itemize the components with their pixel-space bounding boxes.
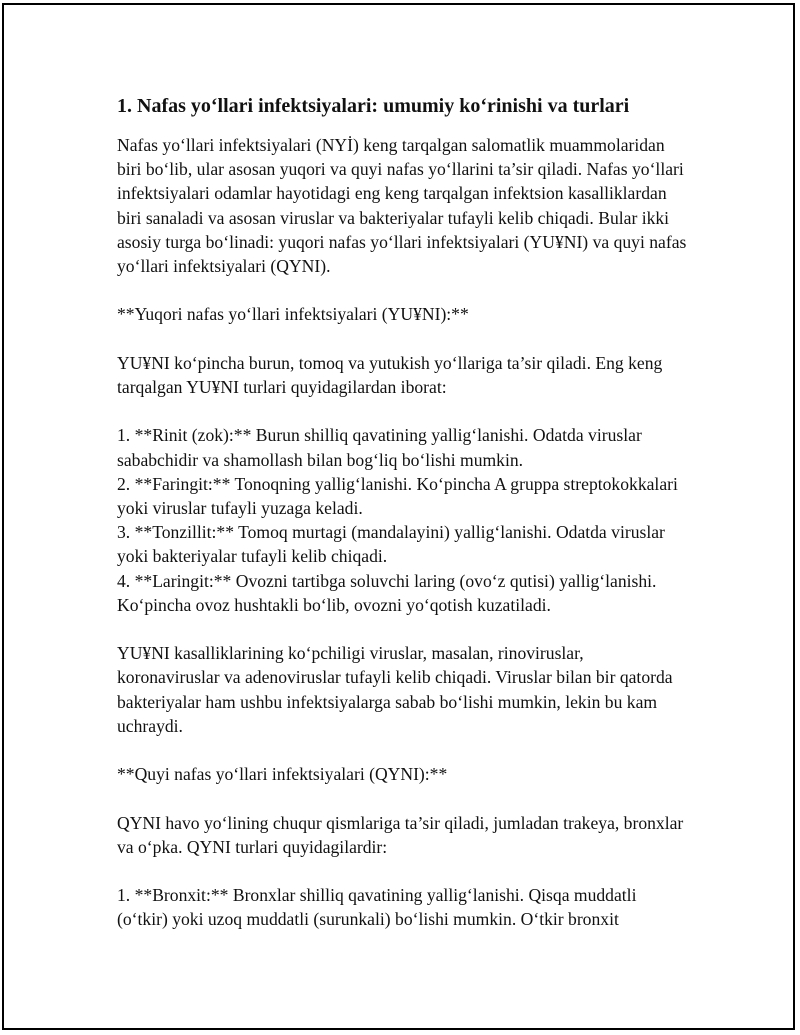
list-item: 4. **Laringit:** Ovozni tartibga soluvchi laring (ovo‘z qutisi) yallig‘lanishi. Ko‘pincha ovoz hushtakli bo‘lib, ovozni yo‘qotish kuzatiladi.	[117, 570, 657, 615]
upper-infections-title: **Yuqori nafas yo‘llari infektsiyalari (YU¥NI):**	[117, 304, 469, 325]
document-body	[117, 93, 689, 956]
lower-infections-list	[117, 883, 689, 931]
upper-causes-paragraph: YU¥NI kasalliklarining ko‘pchiligi viruslar, masalan, rinoviruslar, koronaviruslar va adenoviruslar tufayli kelib chiqadi. Viruslar bilan bir qatorda bakteriyalar ham ushbu infektsiyalarga sabab bo‘lishi mumkin, lekin bu kam uchraydi.	[117, 643, 673, 736]
intro-paragraph: Nafas yo‘llari infektsiyalari (NYİ) keng tarqalgan salomatlik muammolaridan biri bo‘lib, ular asosan yuqori va quyi nafas yo‘llarini ta’sir qiladi. Nafas yo‘llari infektsiyalari odamlar hayotidagi eng keng tarqalgan infektsion kasalliklardan biri sanaladi va asosan viruslar va bakteriyalar tufayli kelib chiqadi. Bular ikki asosiy turga bo‘linadi: yuqori nafas yo‘llari infektsiyalari (YU¥NI) va quyi nafas yo‘llari infektsiyalari (QYNI).	[117, 135, 687, 277]
lower-infections-intro: QYNI havo yo‘lining chuqur qismlariga ta’sir qiladi, jumladan trakeya, bronxlar va o‘pka. QYNI turlari quyidagilardir:	[117, 812, 684, 857]
list-item: 1. **Bronxit:** Bronxlar shilliq qavatining yallig‘lanishi. Qisqa muddatli (o‘tkir) yoki uzoq muddatli (surunkali) bo‘lishi mumkin. O‘tkir bronxit	[117, 885, 637, 930]
list-item: 2. **Faringit:** Tonoqning yallig‘lanishi. Ko‘pincha A gruppa streptokokkalari yoki viruslar tufayli yuzaga keladi.	[117, 473, 678, 518]
upper-infections-intro: YU¥NI ko‘pincha burun, tomoq va yutukish yo‘llariga ta’sir qiladi. Eng keng tarqalgan YU¥NI turlari quyidagilardan iborat:	[117, 352, 663, 397]
list-item: 3. **Tonzillit:** Tomoq murtagi (mandalayini) yallig‘lanishi. Odatda viruslar yoki bakteriyalar tufayli kelib chiqadi.	[117, 522, 665, 567]
upper-infections-list	[117, 423, 689, 617]
lower-infections-title: **Quyi nafas yo‘llari infektsiyalari (QYNI):**	[117, 764, 448, 785]
section-heading: 1. Nafas yo‘llari infektsiyalari: umumiy ko‘rinishi va turlari	[117, 95, 630, 117]
list-item: 1. **Rinit (zok):** Burun shilliq qavatining yallig‘lanishi. Odatda viruslar sababchidir va shamollash bilan bog‘liq bo‘lishi mumkin.	[117, 425, 642, 470]
